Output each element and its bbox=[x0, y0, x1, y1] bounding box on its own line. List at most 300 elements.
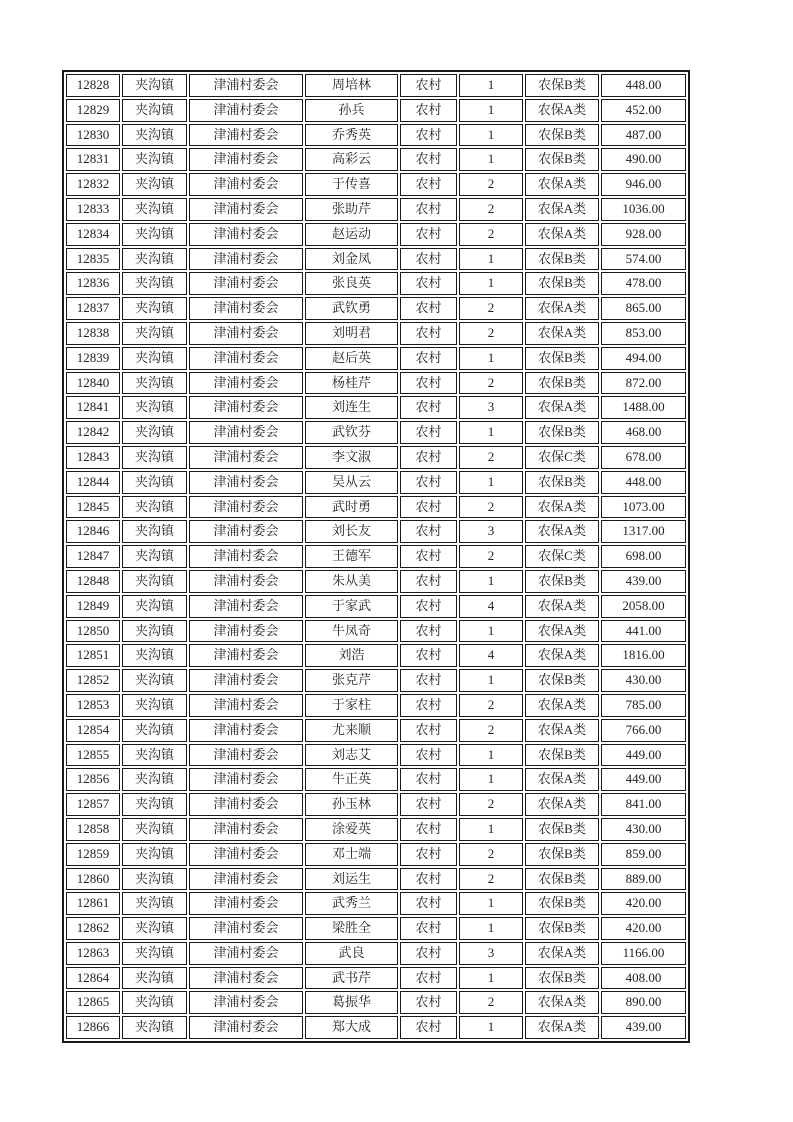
cell-record-id: 12838 bbox=[66, 322, 120, 345]
cell-insurance-class: 农保B类 bbox=[525, 917, 599, 940]
cell-village-committee: 津浦村委会 bbox=[189, 991, 303, 1014]
cell-person-name: 刘长友 bbox=[305, 520, 398, 543]
cell-person-name: 邓士端 bbox=[305, 843, 398, 866]
cell-village-committee: 津浦村委会 bbox=[189, 892, 303, 915]
cell-person-count: 1 bbox=[459, 148, 523, 171]
table-row bbox=[66, 620, 686, 643]
cell-record-id: 12844 bbox=[66, 471, 120, 494]
cell-town: 夹沟镇 bbox=[122, 793, 187, 816]
cell-person-count: 2 bbox=[459, 198, 523, 221]
cell-village-committee: 津浦村委会 bbox=[189, 818, 303, 841]
cell-village-committee: 津浦村委会 bbox=[189, 347, 303, 370]
table-row bbox=[66, 198, 686, 221]
cell-residence-type: 农村 bbox=[400, 347, 457, 370]
cell-insurance-class: 农保B类 bbox=[525, 843, 599, 866]
cell-village-committee: 津浦村委会 bbox=[189, 843, 303, 866]
cell-person-count: 2 bbox=[459, 991, 523, 1014]
cell-person-count: 1 bbox=[459, 124, 523, 147]
cell-insurance-class: 农保B类 bbox=[525, 421, 599, 444]
cell-person-name: 刘浩 bbox=[305, 644, 398, 667]
cell-person-count: 1 bbox=[459, 669, 523, 692]
cell-village-committee: 津浦村委会 bbox=[189, 148, 303, 171]
cell-town: 夹沟镇 bbox=[122, 818, 187, 841]
table-row bbox=[66, 967, 686, 990]
cell-record-id: 12866 bbox=[66, 1016, 120, 1039]
cell-person-count: 1 bbox=[459, 768, 523, 791]
cell-residence-type: 农村 bbox=[400, 173, 457, 196]
cell-amount: 785.00 bbox=[601, 694, 686, 717]
cell-insurance-class: 农保C类 bbox=[525, 545, 599, 568]
table-row bbox=[66, 942, 686, 965]
cell-person-name: 梁胜全 bbox=[305, 917, 398, 940]
cell-village-committee: 津浦村委会 bbox=[189, 471, 303, 494]
cell-person-name: 武良 bbox=[305, 942, 398, 965]
cell-village-committee: 津浦村委会 bbox=[189, 744, 303, 767]
cell-town: 夹沟镇 bbox=[122, 322, 187, 345]
cell-town: 夹沟镇 bbox=[122, 595, 187, 618]
cell-amount: 490.00 bbox=[601, 148, 686, 171]
cell-record-id: 12834 bbox=[66, 223, 120, 246]
cell-record-id: 12832 bbox=[66, 173, 120, 196]
table-row bbox=[66, 843, 686, 866]
table-row bbox=[66, 446, 686, 469]
cell-insurance-class: 农保A类 bbox=[525, 99, 599, 122]
cell-village-committee: 津浦村委会 bbox=[189, 967, 303, 990]
cell-residence-type: 农村 bbox=[400, 446, 457, 469]
cell-town: 夹沟镇 bbox=[122, 173, 187, 196]
cell-insurance-class: 农保B类 bbox=[525, 272, 599, 295]
cell-town: 夹沟镇 bbox=[122, 768, 187, 791]
table-row bbox=[66, 471, 686, 494]
cell-insurance-class: 农保B类 bbox=[525, 892, 599, 915]
cell-person-name: 刘志艾 bbox=[305, 744, 398, 767]
cell-residence-type: 农村 bbox=[400, 148, 457, 171]
cell-residence-type: 农村 bbox=[400, 248, 457, 271]
cell-person-name: 刘明君 bbox=[305, 322, 398, 345]
cell-residence-type: 农村 bbox=[400, 471, 457, 494]
cell-village-committee: 津浦村委会 bbox=[189, 496, 303, 519]
cell-record-id: 12865 bbox=[66, 991, 120, 1014]
table-row bbox=[66, 223, 686, 246]
cell-amount: 449.00 bbox=[601, 744, 686, 767]
cell-person-name: 张克芹 bbox=[305, 669, 398, 692]
cell-residence-type: 农村 bbox=[400, 496, 457, 519]
payment-roster-table bbox=[62, 70, 690, 1043]
cell-town: 夹沟镇 bbox=[122, 694, 187, 717]
cell-insurance-class: 农保A类 bbox=[525, 322, 599, 345]
cell-amount: 678.00 bbox=[601, 446, 686, 469]
cell-person-count: 2 bbox=[459, 297, 523, 320]
cell-person-count: 1 bbox=[459, 471, 523, 494]
table-row bbox=[66, 173, 686, 196]
cell-village-committee: 津浦村委会 bbox=[189, 446, 303, 469]
table-row bbox=[66, 297, 686, 320]
cell-village-committee: 津浦村委会 bbox=[189, 644, 303, 667]
cell-town: 夹沟镇 bbox=[122, 991, 187, 1014]
cell-insurance-class: 农保A类 bbox=[525, 297, 599, 320]
cell-record-id: 12839 bbox=[66, 347, 120, 370]
cell-town: 夹沟镇 bbox=[122, 620, 187, 643]
cell-insurance-class: 农保A类 bbox=[525, 198, 599, 221]
cell-person-count: 2 bbox=[459, 322, 523, 345]
cell-person-name: 于传喜 bbox=[305, 173, 398, 196]
cell-person-count: 2 bbox=[459, 496, 523, 519]
cell-amount: 441.00 bbox=[601, 620, 686, 643]
cell-amount: 420.00 bbox=[601, 892, 686, 915]
table-row bbox=[66, 868, 686, 891]
cell-insurance-class: 农保A类 bbox=[525, 694, 599, 717]
cell-insurance-class: 农保A类 bbox=[525, 793, 599, 816]
cell-town: 夹沟镇 bbox=[122, 421, 187, 444]
cell-amount: 1073.00 bbox=[601, 496, 686, 519]
cell-record-id: 12861 bbox=[66, 892, 120, 915]
cell-person-count: 2 bbox=[459, 694, 523, 717]
cell-person-count: 4 bbox=[459, 644, 523, 667]
cell-person-name: 武钦勇 bbox=[305, 297, 398, 320]
cell-village-committee: 津浦村委会 bbox=[189, 719, 303, 742]
cell-person-count: 2 bbox=[459, 545, 523, 568]
cell-amount: 766.00 bbox=[601, 719, 686, 742]
cell-insurance-class: 农保B类 bbox=[525, 669, 599, 692]
cell-amount: 872.00 bbox=[601, 372, 686, 395]
cell-amount: 478.00 bbox=[601, 272, 686, 295]
cell-person-name: 牛凤奇 bbox=[305, 620, 398, 643]
cell-person-count: 1 bbox=[459, 967, 523, 990]
cell-person-count: 2 bbox=[459, 793, 523, 816]
cell-insurance-class: 农保A类 bbox=[525, 768, 599, 791]
cell-town: 夹沟镇 bbox=[122, 223, 187, 246]
cell-insurance-class: 农保C类 bbox=[525, 446, 599, 469]
cell-insurance-class: 农保A类 bbox=[525, 520, 599, 543]
cell-village-committee: 津浦村委会 bbox=[189, 595, 303, 618]
cell-village-committee: 津浦村委会 bbox=[189, 99, 303, 122]
cell-record-id: 12852 bbox=[66, 669, 120, 692]
cell-amount: 494.00 bbox=[601, 347, 686, 370]
cell-village-committee: 津浦村委会 bbox=[189, 694, 303, 717]
cell-person-count: 3 bbox=[459, 520, 523, 543]
cell-record-id: 12857 bbox=[66, 793, 120, 816]
cell-record-id: 12853 bbox=[66, 694, 120, 717]
cell-village-committee: 津浦村委会 bbox=[189, 768, 303, 791]
cell-town: 夹沟镇 bbox=[122, 272, 187, 295]
cell-amount: 698.00 bbox=[601, 545, 686, 568]
cell-amount: 1166.00 bbox=[601, 942, 686, 965]
cell-residence-type: 农村 bbox=[400, 892, 457, 915]
cell-insurance-class: 农保B类 bbox=[525, 347, 599, 370]
cell-record-id: 12849 bbox=[66, 595, 120, 618]
cell-person-name: 赵运动 bbox=[305, 223, 398, 246]
cell-person-count: 1 bbox=[459, 892, 523, 915]
cell-record-id: 12851 bbox=[66, 644, 120, 667]
cell-amount: 865.00 bbox=[601, 297, 686, 320]
cell-record-id: 12846 bbox=[66, 520, 120, 543]
cell-insurance-class: 农保A类 bbox=[525, 173, 599, 196]
cell-residence-type: 农村 bbox=[400, 620, 457, 643]
cell-person-name: 孙兵 bbox=[305, 99, 398, 122]
cell-record-id: 12836 bbox=[66, 272, 120, 295]
cell-record-id: 12855 bbox=[66, 744, 120, 767]
cell-village-committee: 津浦村委会 bbox=[189, 297, 303, 320]
cell-person-name: 朱从美 bbox=[305, 570, 398, 593]
cell-residence-type: 农村 bbox=[400, 396, 457, 419]
cell-insurance-class: 农保B类 bbox=[525, 74, 599, 97]
cell-person-count: 2 bbox=[459, 719, 523, 742]
cell-town: 夹沟镇 bbox=[122, 868, 187, 891]
cell-insurance-class: 农保B类 bbox=[525, 868, 599, 891]
cell-insurance-class: 农保B类 bbox=[525, 818, 599, 841]
cell-residence-type: 农村 bbox=[400, 967, 457, 990]
cell-person-name: 赵后英 bbox=[305, 347, 398, 370]
cell-residence-type: 农村 bbox=[400, 719, 457, 742]
cell-residence-type: 农村 bbox=[400, 570, 457, 593]
table-row bbox=[66, 917, 686, 940]
table-row bbox=[66, 545, 686, 568]
cell-person-name: 张良英 bbox=[305, 272, 398, 295]
cell-village-committee: 津浦村委会 bbox=[189, 74, 303, 97]
cell-record-id: 12830 bbox=[66, 124, 120, 147]
cell-insurance-class: 农保B类 bbox=[525, 148, 599, 171]
cell-person-name: 尤来顺 bbox=[305, 719, 398, 742]
cell-amount: 1317.00 bbox=[601, 520, 686, 543]
cell-residence-type: 农村 bbox=[400, 694, 457, 717]
cell-person-name: 王德军 bbox=[305, 545, 398, 568]
cell-residence-type: 农村 bbox=[400, 843, 457, 866]
table-row bbox=[66, 74, 686, 97]
cell-village-committee: 津浦村委会 bbox=[189, 372, 303, 395]
cell-town: 夹沟镇 bbox=[122, 545, 187, 568]
cell-record-id: 12829 bbox=[66, 99, 120, 122]
cell-village-committee: 津浦村委会 bbox=[189, 1016, 303, 1039]
cell-insurance-class: 农保A类 bbox=[525, 396, 599, 419]
cell-record-id: 12850 bbox=[66, 620, 120, 643]
cell-town: 夹沟镇 bbox=[122, 744, 187, 767]
cell-town: 夹沟镇 bbox=[122, 570, 187, 593]
cell-village-committee: 津浦村委会 bbox=[189, 198, 303, 221]
cell-person-count: 1 bbox=[459, 620, 523, 643]
cell-amount: 408.00 bbox=[601, 967, 686, 990]
cell-town: 夹沟镇 bbox=[122, 372, 187, 395]
cell-village-committee: 津浦村委会 bbox=[189, 793, 303, 816]
cell-residence-type: 农村 bbox=[400, 917, 457, 940]
cell-person-count: 1 bbox=[459, 818, 523, 841]
cell-village-committee: 津浦村委会 bbox=[189, 620, 303, 643]
cell-person-count: 2 bbox=[459, 843, 523, 866]
table-row bbox=[66, 148, 686, 171]
cell-village-committee: 津浦村委会 bbox=[189, 868, 303, 891]
cell-record-id: 12847 bbox=[66, 545, 120, 568]
cell-amount: 449.00 bbox=[601, 768, 686, 791]
cell-record-id: 12856 bbox=[66, 768, 120, 791]
cell-amount: 420.00 bbox=[601, 917, 686, 940]
cell-town: 夹沟镇 bbox=[122, 843, 187, 866]
table-row bbox=[66, 396, 686, 419]
cell-insurance-class: 农保B类 bbox=[525, 570, 599, 593]
table-row bbox=[66, 372, 686, 395]
table-row bbox=[66, 892, 686, 915]
table-row bbox=[66, 595, 686, 618]
cell-person-name: 涂爱英 bbox=[305, 818, 398, 841]
cell-residence-type: 农村 bbox=[400, 421, 457, 444]
cell-town: 夹沟镇 bbox=[122, 917, 187, 940]
cell-person-name: 孙玉林 bbox=[305, 793, 398, 816]
cell-amount: 430.00 bbox=[601, 818, 686, 841]
cell-village-committee: 津浦村委会 bbox=[189, 322, 303, 345]
cell-person-name: 刘连生 bbox=[305, 396, 398, 419]
table-row bbox=[66, 694, 686, 717]
cell-amount: 890.00 bbox=[601, 991, 686, 1014]
cell-person-count: 3 bbox=[459, 396, 523, 419]
cell-insurance-class: 农保B类 bbox=[525, 744, 599, 767]
cell-residence-type: 农村 bbox=[400, 520, 457, 543]
cell-amount: 859.00 bbox=[601, 843, 686, 866]
cell-person-count: 1 bbox=[459, 272, 523, 295]
cell-amount: 448.00 bbox=[601, 74, 686, 97]
cell-person-name: 张助芹 bbox=[305, 198, 398, 221]
cell-town: 夹沟镇 bbox=[122, 942, 187, 965]
cell-record-id: 12860 bbox=[66, 868, 120, 891]
cell-amount: 574.00 bbox=[601, 248, 686, 271]
cell-person-name: 于家柱 bbox=[305, 694, 398, 717]
cell-person-name: 刘运生 bbox=[305, 868, 398, 891]
cell-person-name: 牛正英 bbox=[305, 768, 398, 791]
cell-insurance-class: 农保A类 bbox=[525, 644, 599, 667]
cell-village-committee: 津浦村委会 bbox=[189, 248, 303, 271]
cell-insurance-class: 农保A类 bbox=[525, 496, 599, 519]
cell-amount: 487.00 bbox=[601, 124, 686, 147]
cell-residence-type: 农村 bbox=[400, 99, 457, 122]
cell-person-name: 郑大成 bbox=[305, 1016, 398, 1039]
cell-record-id: 12841 bbox=[66, 396, 120, 419]
cell-person-name: 武钦芬 bbox=[305, 421, 398, 444]
cell-residence-type: 农村 bbox=[400, 942, 457, 965]
cell-amount: 430.00 bbox=[601, 669, 686, 692]
table-row bbox=[66, 1016, 686, 1039]
table-row bbox=[66, 124, 686, 147]
cell-person-count: 2 bbox=[459, 372, 523, 395]
cell-town: 夹沟镇 bbox=[122, 124, 187, 147]
cell-village-committee: 津浦村委会 bbox=[189, 421, 303, 444]
cell-town: 夹沟镇 bbox=[122, 471, 187, 494]
cell-record-id: 12858 bbox=[66, 818, 120, 841]
table-row bbox=[66, 644, 686, 667]
cell-residence-type: 农村 bbox=[400, 793, 457, 816]
cell-person-count: 2 bbox=[459, 868, 523, 891]
table-row bbox=[66, 744, 686, 767]
cell-amount: 468.00 bbox=[601, 421, 686, 444]
cell-amount: 452.00 bbox=[601, 99, 686, 122]
cell-town: 夹沟镇 bbox=[122, 892, 187, 915]
cell-village-committee: 津浦村委会 bbox=[189, 223, 303, 246]
cell-insurance-class: 农保A类 bbox=[525, 719, 599, 742]
cell-town: 夹沟镇 bbox=[122, 74, 187, 97]
cell-residence-type: 农村 bbox=[400, 1016, 457, 1039]
table-body bbox=[66, 74, 686, 1039]
cell-person-count: 1 bbox=[459, 74, 523, 97]
cell-record-id: 12864 bbox=[66, 967, 120, 990]
cell-person-name: 李文淑 bbox=[305, 446, 398, 469]
cell-person-name: 葛振华 bbox=[305, 991, 398, 1014]
cell-record-id: 12831 bbox=[66, 148, 120, 171]
cell-person-count: 2 bbox=[459, 173, 523, 196]
cell-person-count: 1 bbox=[459, 421, 523, 444]
cell-amount: 946.00 bbox=[601, 173, 686, 196]
cell-person-count: 4 bbox=[459, 595, 523, 618]
cell-amount: 439.00 bbox=[601, 570, 686, 593]
cell-insurance-class: 农保B类 bbox=[525, 967, 599, 990]
cell-person-count: 2 bbox=[459, 446, 523, 469]
cell-person-name: 高彩云 bbox=[305, 148, 398, 171]
cell-residence-type: 农村 bbox=[400, 198, 457, 221]
cell-amount: 439.00 bbox=[601, 1016, 686, 1039]
cell-record-id: 12848 bbox=[66, 570, 120, 593]
cell-residence-type: 农村 bbox=[400, 818, 457, 841]
cell-village-committee: 津浦村委会 bbox=[189, 124, 303, 147]
cell-village-committee: 津浦村委会 bbox=[189, 917, 303, 940]
cell-village-committee: 津浦村委会 bbox=[189, 520, 303, 543]
cell-residence-type: 农村 bbox=[400, 124, 457, 147]
cell-residence-type: 农村 bbox=[400, 272, 457, 295]
cell-village-committee: 津浦村委会 bbox=[189, 669, 303, 692]
cell-person-name: 杨桂芹 bbox=[305, 372, 398, 395]
table-row bbox=[66, 322, 686, 345]
cell-amount: 448.00 bbox=[601, 471, 686, 494]
cell-town: 夹沟镇 bbox=[122, 719, 187, 742]
cell-person-name: 周培林 bbox=[305, 74, 398, 97]
table-row bbox=[66, 272, 686, 295]
cell-residence-type: 农村 bbox=[400, 669, 457, 692]
cell-town: 夹沟镇 bbox=[122, 396, 187, 419]
table-row bbox=[66, 421, 686, 444]
cell-residence-type: 农村 bbox=[400, 991, 457, 1014]
cell-town: 夹沟镇 bbox=[122, 148, 187, 171]
cell-person-count: 2 bbox=[459, 223, 523, 246]
cell-person-count: 1 bbox=[459, 99, 523, 122]
cell-insurance-class: 农保A类 bbox=[525, 223, 599, 246]
cell-record-id: 12833 bbox=[66, 198, 120, 221]
cell-person-count: 1 bbox=[459, 347, 523, 370]
cell-village-committee: 津浦村委会 bbox=[189, 545, 303, 568]
cell-amount: 841.00 bbox=[601, 793, 686, 816]
cell-record-id: 12837 bbox=[66, 297, 120, 320]
table-row bbox=[66, 99, 686, 122]
cell-insurance-class: 农保B类 bbox=[525, 372, 599, 395]
cell-insurance-class: 农保A类 bbox=[525, 991, 599, 1014]
cell-record-id: 12845 bbox=[66, 496, 120, 519]
cell-town: 夹沟镇 bbox=[122, 248, 187, 271]
cell-town: 夹沟镇 bbox=[122, 297, 187, 320]
cell-record-id: 12842 bbox=[66, 421, 120, 444]
cell-residence-type: 农村 bbox=[400, 768, 457, 791]
cell-person-count: 1 bbox=[459, 1016, 523, 1039]
table-row bbox=[66, 570, 686, 593]
cell-village-committee: 津浦村委会 bbox=[189, 396, 303, 419]
cell-insurance-class: 农保A类 bbox=[525, 595, 599, 618]
cell-record-id: 12863 bbox=[66, 942, 120, 965]
cell-amount: 2058.00 bbox=[601, 595, 686, 618]
cell-person-count: 1 bbox=[459, 917, 523, 940]
cell-person-count: 1 bbox=[459, 570, 523, 593]
cell-insurance-class: 农保A类 bbox=[525, 1016, 599, 1039]
cell-village-committee: 津浦村委会 bbox=[189, 942, 303, 965]
table-row bbox=[66, 496, 686, 519]
cell-residence-type: 农村 bbox=[400, 545, 457, 568]
cell-town: 夹沟镇 bbox=[122, 446, 187, 469]
table-row bbox=[66, 768, 686, 791]
cell-person-name: 武书芹 bbox=[305, 967, 398, 990]
cell-insurance-class: 农保B类 bbox=[525, 248, 599, 271]
table-row bbox=[66, 719, 686, 742]
cell-residence-type: 农村 bbox=[400, 297, 457, 320]
